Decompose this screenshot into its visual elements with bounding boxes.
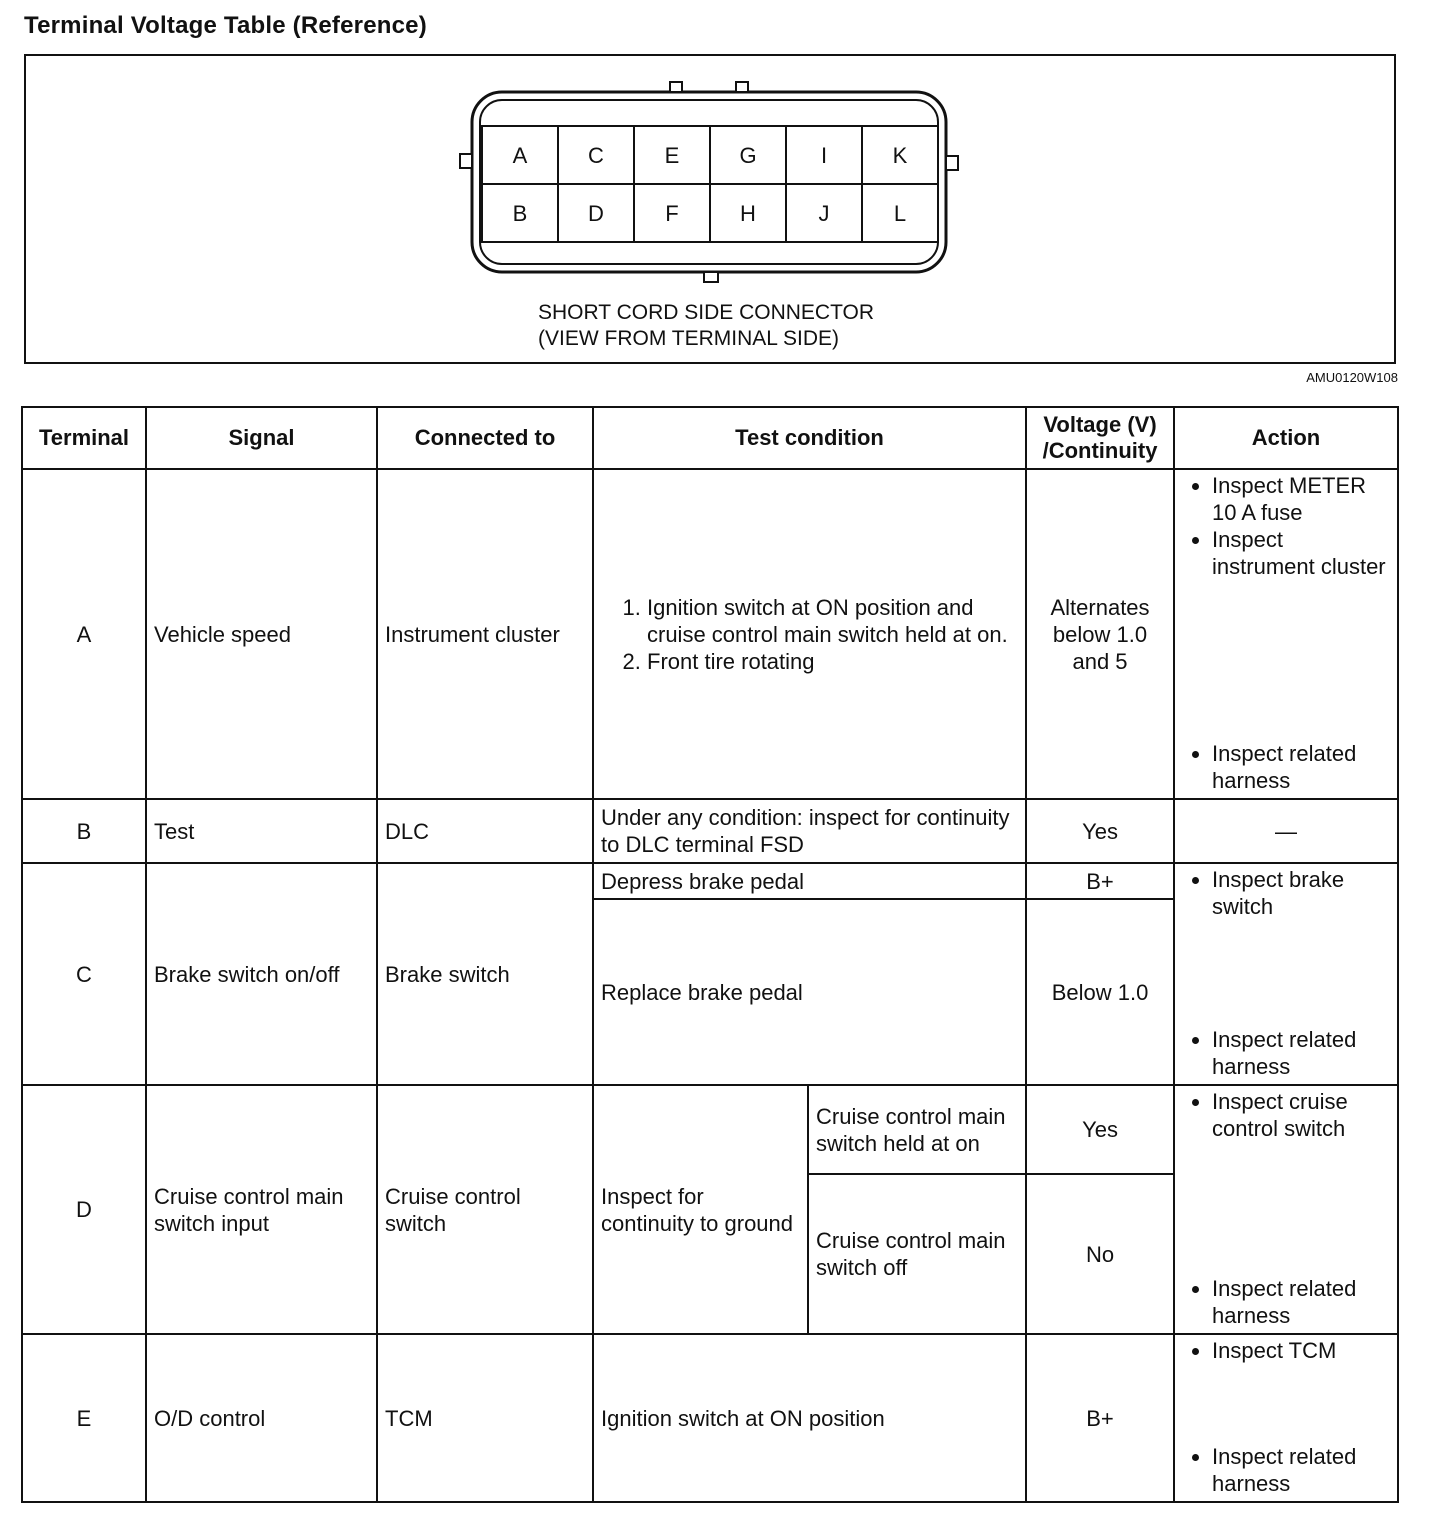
test-subcondition-cell: Cruise control main switch off [808, 1174, 1026, 1334]
table-row-c [22, 863, 1398, 899]
terminal-cell: A [22, 469, 146, 799]
action-list-top [1182, 866, 1390, 920]
signal-cell: Cruise control main switch input [146, 1085, 377, 1334]
connector-tab-right [946, 156, 958, 170]
terminal-label: F [665, 201, 679, 226]
test-step: 1. Ignition switch at ON position and cruise control main switch held at on. [647, 594, 1018, 648]
table-row-a [22, 469, 1398, 799]
signal-cell: O/D control [146, 1334, 377, 1502]
page-title: Terminal Voltage Table (Reference) [24, 12, 427, 39]
action-cell: — [1174, 799, 1398, 863]
test-step: 2. Front tire rotating [647, 648, 1018, 675]
action-item: • Inspect TCM [1212, 1337, 1390, 1364]
header-voltage-line2: /Continuity [1042, 438, 1158, 463]
action-item: • Inspect instrument cluster [1212, 526, 1390, 580]
header-connected-to: Connected to [377, 407, 593, 469]
connector-tab-bottom [704, 272, 718, 282]
terminal-label: D [588, 201, 604, 226]
action-cell [1174, 863, 1398, 1085]
action-list-top [1182, 1337, 1390, 1364]
header-action: Action [1174, 407, 1398, 469]
action-cell [1174, 1334, 1398, 1502]
terminal-cell: C [22, 863, 146, 1085]
test-condition-cell: Depress brake pedal [593, 863, 1026, 899]
action-item: • Inspect brake switch [1212, 866, 1390, 920]
voltage-cell: Yes [1026, 1085, 1174, 1174]
test-condition-cell: Inspect for continuity to ground [593, 1085, 808, 1334]
connector-tab-top-right [736, 82, 748, 92]
header-test-condition: Test condition [593, 407, 1026, 469]
action-item: • Inspect related harness [1212, 1026, 1390, 1080]
header-voltage-line1: Voltage (V) [1043, 412, 1157, 437]
header-terminal: Terminal [22, 407, 146, 469]
voltage-cell: Yes [1026, 799, 1174, 863]
action-cell [1174, 469, 1398, 799]
table-row-e [22, 1334, 1398, 1502]
terminal-label: B [512, 201, 528, 226]
action-list-bottom [1182, 1275, 1390, 1329]
action-list-bottom [1182, 1026, 1390, 1080]
connected-cell: TCM [377, 1334, 593, 1502]
connector-figure [24, 54, 1396, 364]
terminal-label: A [512, 143, 528, 168]
action-item: • Inspect related harness [1212, 1443, 1390, 1497]
terminal-label: H [740, 201, 756, 226]
terminal-voltage-table [21, 406, 1399, 1503]
signal-cell: Brake switch on/off [146, 863, 377, 1085]
signal-cell: Vehicle speed [146, 469, 377, 799]
caption-line-1: SHORT CORD SIDE CONNECTOR [538, 301, 875, 324]
terminal-cell: D [22, 1085, 146, 1334]
test-condition-cell: Ignition switch at ON position [593, 1334, 1026, 1502]
header-voltage [1026, 407, 1174, 469]
action-list-bottom [1182, 1443, 1390, 1497]
table-row-d [22, 1085, 1398, 1174]
connected-cell: Cruise control switch [377, 1085, 593, 1334]
table-header-row [22, 407, 1398, 469]
connected-cell: DLC [377, 799, 593, 863]
terminal-grid [482, 126, 938, 242]
terminal-label: J [818, 201, 830, 226]
test-condition-cell [593, 469, 1026, 799]
action-list-top [1182, 472, 1390, 580]
terminal-label: G [739, 143, 757, 168]
connected-cell: Instrument cluster [377, 469, 593, 799]
terminal-cell: E [22, 1334, 146, 1502]
header-signal: Signal [146, 407, 377, 469]
table-row-b [22, 799, 1398, 863]
caption-line-2: (VIEW FROM TERMINAL SIDE) [538, 327, 840, 350]
terminal-label: C [588, 143, 604, 168]
action-item: • Inspect cruise control switch [1212, 1088, 1390, 1142]
voltage-cell: B+ [1026, 863, 1174, 899]
figure-code: AMU0120W108 [1306, 370, 1398, 385]
connector-tab-top-left [670, 82, 682, 92]
terminal-label: I [820, 143, 828, 168]
terminal-label: K [892, 143, 908, 168]
voltage-cell: Alternates below 1.0 and 5 [1026, 469, 1174, 799]
test-subcondition-cell: Cruise control main switch held at on [808, 1085, 1026, 1174]
action-list-bottom [1182, 740, 1390, 794]
action-list-top [1182, 1088, 1390, 1142]
figure-caption [538, 300, 874, 352]
test-steps-list [601, 594, 1018, 675]
terminal-label: E [664, 143, 680, 168]
action-item: • Inspect related harness [1212, 740, 1390, 794]
signal-cell: Test [146, 799, 377, 863]
voltage-cell: Below 1.0 [1026, 899, 1174, 1085]
action-item: • Inspect related harness [1212, 1275, 1390, 1329]
voltage-cell: B+ [1026, 1334, 1174, 1502]
test-condition-cell: Under any condition: inspect for continuity to DLC terminal FSD [593, 799, 1026, 863]
connected-cell: Brake switch [377, 863, 593, 1085]
action-cell [1174, 1085, 1398, 1334]
connector-tab-left [460, 154, 472, 168]
terminal-label: L [893, 201, 907, 226]
action-item: • Inspect METER 10 A fuse [1212, 472, 1390, 526]
terminal-cell: B [22, 799, 146, 863]
test-condition-cell: Replace brake pedal [593, 899, 1026, 1085]
voltage-cell: No [1026, 1174, 1174, 1334]
